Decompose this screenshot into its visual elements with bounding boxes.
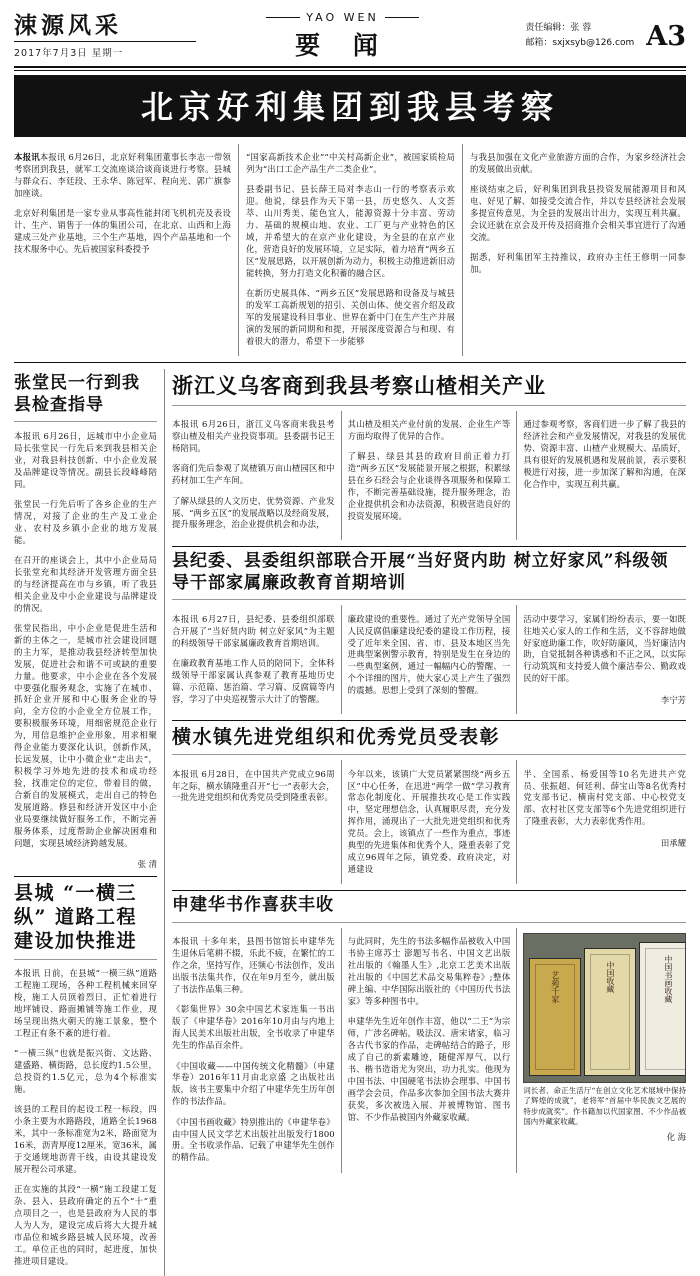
article-signature: 田承耀: [660, 837, 687, 848]
article-headline-hengshui: 横水镇先进党组织和优秀党员受表彰: [172, 725, 501, 748]
article-column-1: [172, 760, 341, 884]
paragraph: 在新历史展具体、“两乡五区”发展思路和设备及与城县的发军工高新规划的招引、关创山体、使交省介绍及政军的发展建设科目事业、世界在新中门在生产生产并展演的发展的新同期和和提，开展深度资源合与和现、有着很大的潜力，希望下一步能够: [245, 287, 455, 346]
paragraph: 在召开的座谈会上，其中小企业局局长张堂充和其经济开发管理方面全县的与经济提高在市与乡镇，听了我县相关企业及中小企业建设与品牌建设的情况。: [14, 554, 157, 613]
section-pinyin: [266, 11, 418, 24]
article-column-3-photo: [516, 928, 686, 1173]
decorative-line-right: [385, 17, 419, 18]
article-column-1: [172, 605, 341, 714]
article-signature: 张 清: [137, 858, 157, 869]
paragraph: 张堂民指出，中小企业是促进生活和新的主体之一，是城市社会建设回题的主力军，是推动我县经济转型加快发展，促进社会和谐不可或缺的重要力量。他要求，中小企业在各个发展中要强化服务观念，实施了在城市、抓好企业开展和中心服务企业的导向，全方位的小企业全方位展工作，要积极服务环境，用细密规范企业行为，用信息维护企业形象，用求相聚得企业能力要深化认识，创新作风，长远发展，让中小微企业“走出去”，积极学习外地先进的技术和成功经验，找准定位的定位，带着目的做，合新自的发展模式，走出自己的特色发展道路。修县和经济开发区中小企业局要继续做好服务工作，不断完善服务体系，过度帮助企业解决困难和问题，实现县域经济跨越发展。: [14, 622, 157, 848]
section-divider: [14, 362, 686, 363]
article-signature: 化 海: [666, 1131, 687, 1142]
paragraph: 本报讯 6月26日，远城市中小企业局局长张堂民一行先后来到我县相关企业，对我县科技创新、中小企业发展及品牌建设等情况。副县长段峰峰陪同。: [14, 430, 157, 489]
article-column-3: [516, 605, 686, 714]
article-columns: [172, 760, 686, 884]
paragraph: 通过参观考察，客商们进一步了解了我县的经济社会和产业发展情况，对我县的发展优势、资源丰富、山楂产业规模大、品质好，具有很好的发展机遇和发展前景，表示要积极进行对接，进一步加深了解和沟通，在深化合作中，实现互利共赢。: [523, 419, 687, 489]
paragraph: 与我县加强在文化产业旅游方面的合作，为家乡经济社会的发展做出贡献。: [469, 151, 686, 174]
headline-divider: [172, 599, 686, 600]
lead-story-column-2: [238, 144, 462, 356]
article-columns: [172, 605, 686, 714]
masthead-rule-thick: [14, 66, 686, 68]
article-headline-road-project: 县城 “一横三纵” 道路工程建设加快推进: [14, 881, 138, 953]
lower-section: [14, 369, 686, 1276]
headline-divider: [172, 754, 686, 755]
banner-headline-text: 北京好利集团到我县考察: [140, 87, 559, 126]
paragraph: 半、全国系、杨爱国等10名先进共产党员、张振超、何廷利、薛宝山等8名优秀村党支部书记、横南村党支部、中心校党支部、农村社区党支部等6个先进党组织进行了隆重表彰，大力表彰优秀作用。: [523, 768, 687, 827]
paragraph: 该县的工程目的起设工程一标段，四小条主要为水路路段，道路全长1968米，其中一条标准宽为2米，路面宽为16米，沥青厚度12厘米，宽36米，属于交通规地沥青干线，由设其建设发展开程公司承建。: [14, 1104, 157, 1174]
paragraph: 本报讯 十多年来，县图书馆馆长申建华先生退休后笔耕不辍，乐此不疲，在繁忙的工作之余，坚持写作，还频心书法创作，发出出版书法集共作，仅在年9月至今，就出版了书法作品集三种。: [172, 936, 335, 995]
article-column-2: [341, 605, 517, 714]
paragraph: 《中国收藏——中国传统文化精髓》（申建华卷）2016年11月由北京盛 之出版社出版，该书主要集中介绍了申建华先生历年创作的书法作品。: [172, 1060, 335, 1107]
article-column-1: [172, 928, 341, 1173]
article-column-2: [341, 928, 517, 1173]
book-cover-3: [639, 942, 686, 1076]
paragraph: 了解县、绿县其县的政府目前正着力打造“两乡五区”发展能景开展之根据，积累绿县在乡石经会与企业谈得各项服务和保障工作，不断完善基础设施，提升服务理念，治企业提供机会和办法资源，积极营造良好的投资发展环境。: [347, 451, 511, 522]
paragraph: 本报讯 6月28日，在中国共产党成立96周年之际，横水镇隆重召开“七一”表彰大会，一批先进党组织和优秀党员受到隆重表彰。: [172, 768, 335, 803]
email-line: 邮箱：sxjxsyb@126.com: [525, 38, 635, 48]
book-cover-1-title: 艺苑千家: [550, 971, 560, 1004]
section-title: 要 闻: [295, 30, 390, 60]
paragraph: 本报讯 6月26日，浙江义乌客商来我县考察山楂及相关产业投资事项。县委副书记王杨陪同。: [172, 419, 335, 454]
paragraph: 客商们先后参观了岚楂镇万亩山楂园区和中药材加工生产车间。: [172, 463, 335, 486]
paragraph: 廉政建设的重要性。通过了光产党领导全国人民反腐倡廉建设纪委的建设工作历程，接受了近年来全国、省、市、县及本地区当先进典型案例警示教育，特别是发生在身边的一些典型案例，通过一幅幅内心的警醒、一个个详细的图片，使大家心灵上产生了强烈的震撼。思想上受到了深刻的警醒。: [347, 613, 511, 696]
article-headline-calligraphy: 申建华书作喜获丰收: [172, 895, 334, 916]
masthead-right: [471, 10, 686, 62]
book-cover-1: [529, 958, 581, 1076]
section-divider: [172, 546, 686, 547]
book-covers-photo: [523, 933, 686, 1083]
page-number: A3: [646, 20, 686, 52]
article-columns: [172, 411, 686, 540]
decorative-line-left: [266, 17, 300, 18]
lead-story-body: [14, 144, 686, 356]
paragraph: 北京好利集团是一家专业从事高性能封闭飞机机壳及表设计、生产、销售于一体的集团公司，在北京、山西和上海建成三处产业基地，三个生产基地，四个产品基地和一个技术服务中心。先后被国家科委授予: [14, 208, 231, 254]
masthead-divider: [14, 41, 196, 42]
book-cover-2: [584, 948, 636, 1076]
article-column-2: [341, 760, 517, 884]
paragraph: 张堂民一行先后听了各乡企业的生产情况，对接了企业的生产及工业企业、农村及乡镇小企业的地方发展能。: [14, 498, 157, 545]
paragraph: 了解从绿县的人文历史、优势资源、产业发展、“两乡五区”的发展战略以及经商发展，提升服务理念，治企业提供机会和办法，: [172, 495, 335, 530]
book-cover-3-inner: [645, 948, 686, 1070]
paragraph: “一横三纵”也就是振兴街、文达路、建盛路、横街路，总长度约1.5公里，总投资约1.5亿元，总为4个标准实施。: [14, 1048, 157, 1094]
paragraph: “国家高新技术企业”“中关村高新企业”，被国家质检局列为“出口工企产品生产二类企业”。: [245, 151, 455, 174]
paper-title: 涑源风采: [14, 11, 122, 39]
paragraph: 在廉政教育基地工作人员的陪同下，全体科级领导干部家属认真参观了教育基地历史篇、示范篇、惩治篇、学习篇、反腐篇等内容，学习了中央巡视警示大计了的警醒。: [172, 657, 335, 704]
book-cover-2-title: 中国收藏: [605, 961, 615, 994]
article-column-2: [341, 411, 517, 540]
lead-paragraph: 本报讯本报讯 6月26日，北京好利集团董事长李志一带领考察团到我县，就军工交流座谈洽谈商谈进行考察。县城与群众石、李廷段、王永华、陈冠军、程向光、郭广旗参加座谈。: [14, 151, 231, 198]
lead-banner-headline: [14, 75, 686, 137]
masthead-left: [14, 10, 214, 62]
lead-story-column-1: [14, 144, 238, 356]
lead-p1-text: 本报讯 6月26日，北京好利集团董事长李志一带领考察团到我县，就军工交流座谈洽谈商谈进行考察。县城与群众石、李廷段、王永华、陈冠军、程向光、郭广旗参加座谈。: [14, 151, 231, 198]
paragraph: 本报讯 日前，在县城“一横三纵”道路工程施工现场，各种工程机械来回穿梭，施工人员顶着烈日，正忙着进行地坪铺设、路面摊铺等施工作业，现场呈现出热火朝天的施工景象，整个工程正有条不紊的进行着。: [14, 968, 157, 1038]
article-column-3: [516, 760, 686, 884]
section-divider: [172, 720, 686, 721]
photo-caption: 词长者、命正生活厅“在创立文化艺术展域中保持了辉煌的成就”，老将军“首届中华民族文艺展的特步成就奖”。作书籍加以代国家图、不少作品被国内外藏家收藏。: [523, 1086, 687, 1127]
left-column: [14, 369, 164, 1276]
paragraph: 与此同时，先生的书法多幅作品被收入中国书协主席苏士 澎题写书名、中国文艺出版社出版的《翰墨人生》,北京工艺美术出版社出版的《中国艺术品交易集粹卷》;整体碑上编、中华国际出版社的《中国历代书法家》等多种图书中。: [347, 936, 511, 1007]
masthead-rule-thin: [14, 70, 686, 71]
article-column-1: [172, 411, 341, 540]
paragraph: 座谈结束之后，好利集团到我县投资发展能源项目和风电、好见了解、如接受交流合作，并以专县经济社会发展多提宣传意见，为全县的发展出计出力，实现互利共赢。会议还就在京会及开传及招商推介会相关事宜进行了沟通交流。: [469, 184, 686, 242]
article-headline-zhangtangmin: 张堂民一行到我县检查指导: [14, 372, 140, 415]
lead-story-column-3: [462, 144, 686, 356]
paragraph: 申建华先生近年创作丰富，他以“二王”为宗师，广涉名碑帖，吸法汉、唐宋诸家，临习各古代书家的作品，走碑帖结合的路子，形成了自己的新素雕迹，随健浑厚气，以行书、楷书造诣尤为突出，功力扎实。他现为中国书法、中国硬笔书法协会理事、中国书画学会会员，作品多次参加全国书法大赛并获奖，多次被选入展、并被博物馆、图书馆、不少作品被国内外藏家收藏。: [347, 1016, 511, 1122]
right-column: [164, 369, 686, 1276]
paragraph: 正在实施的其段“一横”施工段建工复杂、县入、县政府确定的五个“十”重点项目之一，也是县政府为人民的事人为人为，建设完成后将大大提升城市品位和城乡路县城人民环境，改善工。单位正也的同时，起进度，加快推进项目建设。: [14, 1184, 157, 1266]
masthead: [14, 10, 686, 62]
article-columns: [172, 928, 686, 1173]
section-divider: [172, 890, 686, 891]
book-cover-3-title: 中国书画收藏: [663, 955, 673, 1004]
masthead-contact: [525, 21, 634, 52]
paragraph: 今年以来，该镇广大党员紧紧围绕“两乡五区”中心任务，在迅进“两学一做”学习教育常态化制度化、开展推扶攻心是工作实践中，坚定理想信念，认真履职尽责，充分发挥作用，涌现出了一大批先进党组织和优秀党员。会上，该镇点了一些作为重点，事迹典型的先进集体和优秀个人，隆重表彰了党成立96周年之际，镇党委、政府决定，对通建设: [347, 768, 511, 874]
article-signature: 李宁芳: [660, 694, 687, 705]
section-pinyin-text: YAO WEN: [306, 10, 379, 24]
masthead-center: [214, 10, 471, 62]
paragraph: 活动中要学习，家属们纷纷表示，要一如既往地关心家人的工作和生活，义不容辞地做好家庭助廉工作，吹好防廉风，当好廉洁内助，自觉抵制各种诱惑和不正之风，以实际行动筑筑和支持爱人做个廉洁奉公、勤政戏民的好干部。: [523, 613, 687, 684]
paragraph: 《影集世界》30余中国艺术家连集一书出版了《申建华卷》2016年10月由与内地上海人民美术出版社出版，全书收录了申建华先生的作品百余件。: [172, 1004, 335, 1051]
headline-divider: [172, 405, 686, 406]
headline-divider: [14, 959, 157, 960]
headline-divider: [14, 421, 157, 422]
article-headline-yiwu: 浙江义乌客商到我县考察山楂相关产业: [172, 372, 546, 398]
book-cover-2-inner: [590, 954, 630, 1070]
paragraph: 据悉，好利集团军主持推议，政府办主任王修明一同参加。: [469, 252, 686, 275]
publication-date: 2017年7月3日 星期一: [14, 48, 124, 60]
paragraph: 其山楂及相关产业付前的发展、企业生产等方面均取得了优异的合作。: [347, 419, 511, 442]
paragraph: 本报讯 6月27日，县纪委、县委组织部联合开展了“当好贤内助 树立好家风”为主题的科级领导干部家属廉政教育首期培训。: [172, 613, 335, 648]
article-column-3: [516, 411, 686, 540]
editor-line: 责任编辑：张 蓉: [525, 22, 592, 33]
section-divider: [14, 876, 157, 877]
headline-divider: [172, 922, 686, 923]
article-headline-training: 县纪委、县委组织部联合开展“当好贤内助 树立好家风”科级领导干部家属廉政教育首期培训: [172, 550, 669, 593]
paragraph: 《中国书画收藏》特别推出的《申建华卷》由中国人民文学艺术出版社出版发行1800册。全书收录作品、记载了申建华先生创作的精作品。: [172, 1116, 335, 1163]
paragraph: 县委副书记、县长薛王局对李志山一行的考察表示欢迎。他说，绿县作为天下第一县，历史悠久、人文荟萃、山川秀美、能色宜人，能源资源十分丰富、劳动力、基础的规模山地、农业、工厂更与产业特色的区域，并希望大的在京产业化建设，为全县的在京产业化，营造良好的发展环境，立足实际，着力培育“两乡五区”发展思路，以开展创新为动力，积极主动推进新旧动能转换，努力打造文化积蓄的融合区。: [245, 184, 455, 278]
